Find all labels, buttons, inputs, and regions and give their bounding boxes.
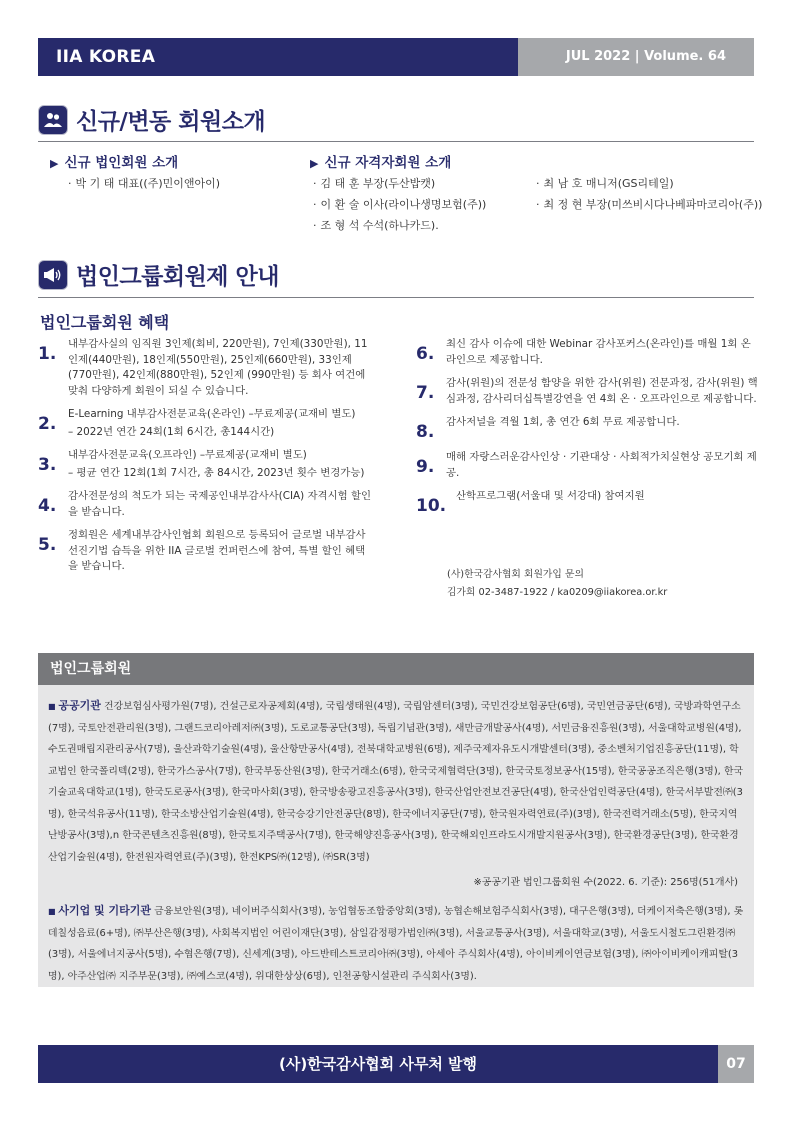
private-label: ■ 사기업 및 기타기관	[48, 904, 151, 917]
group-members-box	[38, 685, 754, 987]
footer-bar	[38, 1045, 754, 1083]
benefit-item: 1. 내부감사실의 임직원 3인제(회비, 220만원), 7인제(330만원), 11인제(440만원), 18인제(550만원), 25인제(660만원), 33인제(770만원), 42인제(880만원), 52인제 (990만원) 등 회사 여건에 맞춰 다양하게 회원이 되실 수 있습니다.	[38, 338, 368, 397]
contact-detail: 김가희 02-3487-1922 / ka0209@iiakorea.or.kr	[447, 587, 668, 598]
list-item: · 최 정 현 부장(미쓰비시다나베파마코리아(주))	[536, 194, 762, 215]
group-members-bar: 법인그룹회원	[38, 653, 754, 685]
benefits-list-right	[416, 337, 758, 524]
public-members	[48, 695, 744, 868]
list-item: · 조 형 석 수석(하나카드).	[313, 215, 486, 236]
contact-title: (사)한국감사협회 회원가입 문의	[447, 569, 584, 580]
benefits-heading: 법인그룹회원 혜택	[40, 313, 170, 332]
megaphone-icon	[38, 260, 68, 290]
corporate-heading: ▶ 신규 법인회원 소개	[50, 155, 179, 171]
contact-info	[447, 566, 667, 602]
top-header-bar	[38, 38, 754, 76]
list-item: · 김 태 훈 부장(두산밥캣)	[313, 173, 486, 194]
list-item: · 이 환 술 이사(라이나생명보험(주))	[313, 194, 486, 215]
benefit-item: 4. 감사전문성의 척도가 되는 국제공인내부감사사(CIA) 자격시험 할인을 받습니다.	[38, 490, 372, 518]
public-list: 건강보험심사평가원(7명), 건설근로자공제회(4명), 국립생태원(4명), 국립암센터(3명), 국민건강보험공단(6명), 국민연금공단(6명), 국방과학연구소(7명), 국토안전관리원(3명), 그랜드코리아레저㈜(3명), 도로교통공단(3명), 독립기념관(3명), 새만금개발공사(4명), 서민금융진흥원(3명), 서울대학교병원(4명), 수도권매립지관리공사(7명), 울산과학기술원(4명), 울산항만공사(4명), 전북대학교병원(6명), 제주국제자유도시개발센터(3명), 중소벤처기업진흥공단(11명), 학교법인 한국폴리텍(2명), 한국가스공사(7명), 한국부동산원(3명), 한국거래소(6명), 한국국제협력단(3명), 한국국토정보공사(15명), 한국공공조직은행(3명), 한국기술교육대학교(1명), 한국도로공사(3명), 한국마사회(3명), 한국방송광고진흥공사(3명), 한국산업안전보건공단(4명), 한국산업인력공단(4명), 한국서부발전㈜(3명), 한국석유공사(11명), 한국소방산업기술원(4명), 한국승강기안전공단(8명), 한국에너지공단(7명), 한국원자력연료(주)(3명), 한국전력거래소(5명), 한국지역난방공사(3명),n 한국콘텐츠진흥원(8명), 한국토지주택공사(7명), 한국해양진흥공사(3명), 한국해외인프라도시개발지원공사(3명), 한국환경공단(3명), 한국환경산업기술원(4명), 한전원자력연료(주)(3명), 한전KPS㈜(12명), ㈜SR(3명)	[48, 701, 744, 863]
private-members	[48, 900, 744, 987]
group-section-title: 법인그룹회원제 안내	[76, 264, 279, 290]
benefit-item: 3. 내부감사전문교육(오프라인) –무료제공(교재비 별도) – 평균 연간 12회(1회 7시간, 총 84시간, 2023년 횟수 변경가능)	[38, 449, 365, 479]
benefit-item: 7. 감사(위원)의 전문성 함양을 위한 감사(위원) 전문과정, 감사(위원) 핵심과정, 감사리더십특별강연을 연 4회 온 · 오프라인으로 제공합니다.	[416, 377, 758, 405]
divider	[38, 141, 754, 142]
benefit-item: 5. 정회원은 세계내부감사인협회 회원으로 등록되어 글로벌 내부감사선진기법 습득을 위한 IIA 글로벌 컨퍼런스에 참여, 특별 할인 혜택을 받습니다.	[38, 529, 366, 572]
brand-name: IIA KOREA	[38, 38, 518, 76]
members-section-title: 신규/변동 회원소개	[76, 109, 266, 135]
people-icon	[38, 105, 68, 135]
publisher-label: (사)한국감사협회 사무처 발행	[38, 1045, 718, 1083]
public-note: ※공공기관 법인그룹회원 수(2022. 6. 기준): 256명(51개사)	[473, 877, 738, 888]
members-section-header	[38, 103, 754, 136]
certified-heading: ▶ 신규 자격자회원 소개	[310, 155, 452, 171]
triangle-right-icon: ▶	[50, 157, 59, 170]
triangle-right-icon: ▶	[310, 157, 319, 170]
list-item: · 박 기 태 대표((주)민이앤아이)	[68, 173, 220, 194]
benefit-item: 10. 산학프로그램(서울대 및 서강대) 참여지원	[416, 490, 645, 516]
certified-list-2	[536, 173, 762, 215]
issue-label: JUL 2022 | Volume. 64	[518, 38, 754, 76]
benefit-item: 2. E-Learning 내부감사전문교육(온라인) –무료제공(교재비 별도) – 2022년 연간 24회(1회 6시간, 총144시간)	[38, 408, 356, 438]
certified-list-1	[313, 173, 486, 236]
corporate-list	[68, 173, 220, 194]
benefit-item: 6. 최신 감사 이슈에 대한 Webinar 감사포커스(온라인)를 매월 1회 온라인으로 제공합니다.	[416, 338, 751, 366]
public-label: ■ 공공기관	[48, 699, 101, 712]
benefits-list-left	[38, 337, 373, 583]
group-section-header	[38, 258, 754, 291]
list-item: · 최 남 호 매니저(GS리테일)	[536, 173, 762, 194]
divider	[38, 297, 754, 298]
benefit-item: 9. 매해 자랑스러운감사인상 · 기관대상 · 사회적가치실현상 공모기회 제공.	[416, 451, 757, 479]
private-list: 금융보안원(3명), 네이버주식회사(3명), 농업협동조합중앙회(3명), 농협손해보험주식회사(3명), 대구은행(3명), 더케이저축은행(3명), 롯데칠성음료(6+명), ㈜부산은행(3명), 사회복지법인 어린이재단(3명), 삼일감정평가법인㈜(3명), 서울교통공사(3명), 서울대학교(3명), 서울도시철도그린환경㈜(3명), 서울에너지공사(5명), 수협은행(7명), 신세계(3명), 아드반테스트코리아㈜(3명), 아세아 주식회사(4명), 아이비케이연금보험(3명), ㈜아이비케이캐피탈(3명), 아주산업㈜ 지주부문(3명), ㈜예스코(4명), 위대한상상(6명), 인천공항시설관리 주식회사(3명).	[48, 906, 744, 982]
benefit-item: 8. 감사저널을 격월 1회, 총 연간 6회 무료 제공합니다.	[416, 416, 680, 442]
page-number: 07	[718, 1045, 754, 1083]
